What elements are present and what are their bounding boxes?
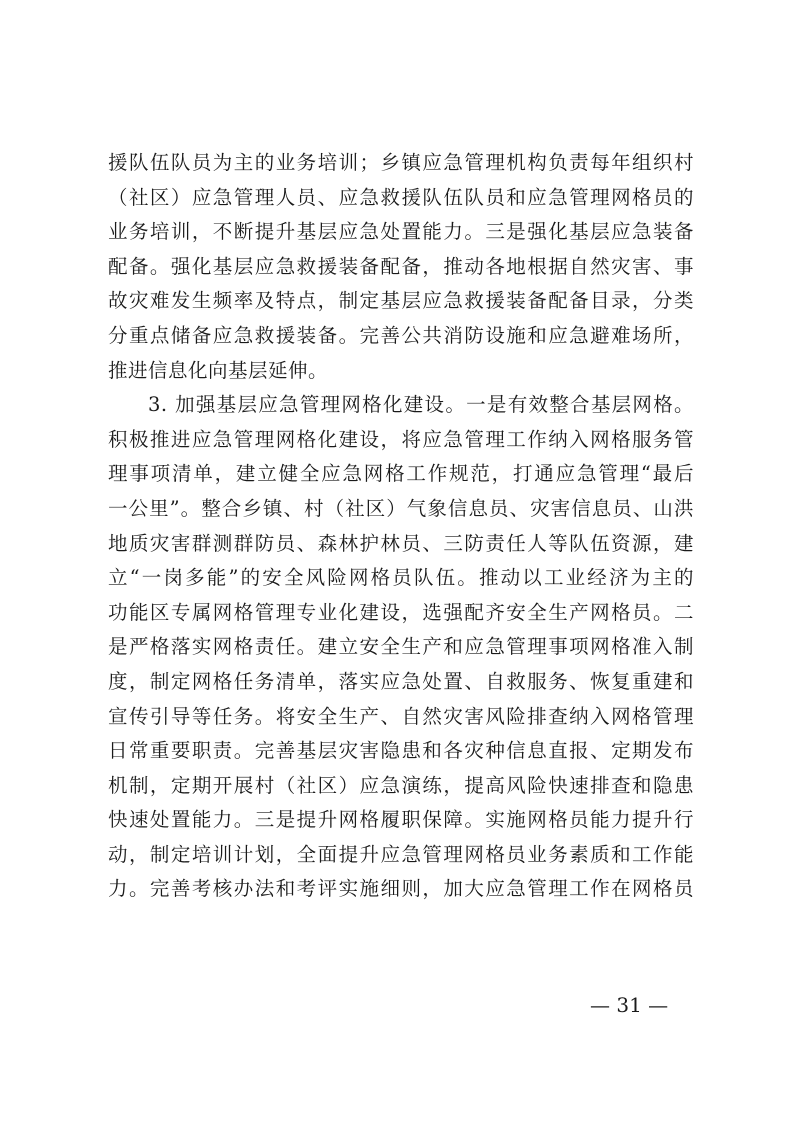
text-line: 积极推进应急管理网格化建设，将应急管理工作纳入网格服务管: [108, 427, 694, 451]
text-line: 一公里”。整合乡镇、村（社区）气象信息员、灾害信息员、山洪: [108, 496, 694, 520]
text-line: 动，制定培训计划，全面提升应急管理网格员业务素质和工作能: [108, 842, 694, 866]
text-line: （社区）应急管理人员、应急救援队伍队员和应急管理网格员的: [108, 185, 694, 209]
text-line: 分重点储备应急救援装备。完善公共消防设施和应急避难场所，: [108, 323, 694, 347]
text-line: 功能区专属网格管理专业化建设，选强配齐安全生产网格员。二: [108, 600, 694, 624]
text-line: 3. 加强基层应急管理网格化建设。一是有效整合基层网格。: [148, 393, 694, 417]
text-line: 业务培训，不断提升基层应急处置能力。三是强化基层应急装备: [108, 220, 694, 244]
text-line: 立“一岗多能”的安全风险网格员队伍。推动以工业经济为主的: [108, 566, 694, 590]
text-line: 快速处置能力。三是提升网格履职保障。实施网格员能力提升行: [108, 808, 694, 832]
text-line: 援队伍队员为主的业务培训；乡镇应急管理机构负责每年组织村: [108, 151, 694, 174]
page-number: — 31 —: [590, 993, 669, 1017]
text-line: 机制，定期开展村（社区）应急演练，提高风险快速排查和隐患: [108, 773, 694, 797]
text-line: 配备。强化基层应急救援装备配备，推动各地根据自然灾害、事: [108, 254, 694, 278]
text-line: 力。完善考核办法和考评实施细则，加大应急管理工作在网格员: [108, 877, 694, 901]
body-text: [108, 146, 694, 907]
text-line: 宣传引导等任务。将安全生产、自然灾害风险排查纳入网格管理: [108, 704, 694, 728]
text-line: 日常重要职责。完善基层灾害隐患和各灾种信息直报、定期发布: [108, 739, 694, 763]
text-line: 故灾难发生频率及特点，制定基层应急救援装备配备目录，分类: [108, 289, 694, 313]
text-line: 理事项清单，建立健全应急网格工作规范，打通应急管理“最后: [108, 462, 694, 486]
text-line: 推进信息化向基层延伸。: [108, 358, 329, 382]
text-line: 是严格落实网格责任。建立安全生产和应急管理事项网格准入制: [108, 635, 694, 659]
text-line: 度，制定网格任务清单，落实应急处置、自救服务、恢复重建和: [108, 669, 694, 693]
text-line: 地质灾害群测群防员、森林护林员、三防责任人等队伍资源，建: [108, 531, 694, 555]
